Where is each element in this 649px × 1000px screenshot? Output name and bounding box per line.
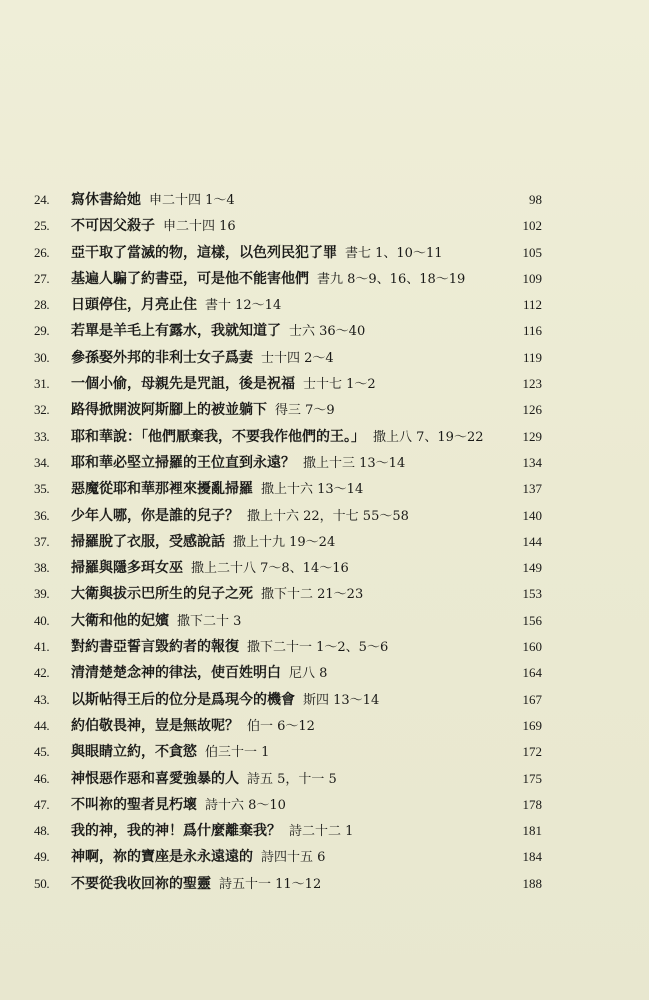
scripture-reference: 撒上十六 22，十七 55～58 [247, 508, 409, 524]
page-number: 126 [522, 402, 542, 418]
entry-title-text: 亞干取了當滅的物，這樣，以色列民犯了罪 [71, 244, 337, 261]
entry-title-text: 與眼睛立約，不貪慾 [71, 744, 197, 761]
entry-title [71, 581, 363, 608]
entry-number: 40. [34, 612, 50, 628]
entry-title [71, 266, 465, 293]
scripture-reference: 士十四 2～4 [261, 350, 334, 366]
toc-entry [34, 818, 542, 844]
entry-title-text: 對約書亞誓言毀約者的報復 [71, 639, 239, 656]
entry-number: 35. [34, 481, 50, 497]
toc-entry [34, 713, 542, 739]
page-number: 112 [522, 297, 542, 313]
page-number: 164 [522, 665, 542, 681]
page-number: 105 [522, 244, 542, 260]
scripture-reference: 書九 8～9、16、18～19 [317, 271, 466, 287]
entry-number: 43. [34, 691, 50, 707]
scripture-reference: 士十七 1～2 [303, 377, 376, 393]
page-number: 178 [522, 796, 542, 812]
entry-number: 32. [34, 402, 50, 418]
scripture-reference: 撒下二十 3 [177, 613, 242, 629]
entry-title-text: 耶和華說：「他們厭棄我，不要我作他們的王。」 [71, 428, 365, 445]
page-number: 140 [522, 507, 542, 523]
entry-title [71, 318, 365, 345]
entry-title [71, 713, 315, 740]
scripture-reference: 撒下十二 21～23 [261, 587, 364, 603]
entry-title-text: 神恨惡作惡和喜愛強暴的人 [71, 770, 239, 787]
entry-title [71, 608, 241, 635]
entry-number: 44. [34, 717, 50, 733]
entry-title-text: 參孫娶外邦的非利士女子爲妻 [71, 349, 253, 366]
entry-number: 30. [34, 349, 50, 365]
entry-title [71, 240, 443, 267]
page-number: 156 [522, 612, 542, 628]
toc-entry [34, 634, 542, 660]
entry-title [71, 555, 349, 582]
scripture-reference: 伯三十一 1 [205, 745, 270, 761]
toc-entry [34, 345, 542, 371]
entry-title [71, 529, 335, 556]
entry-title-text: 寫休書給她 [71, 192, 141, 208]
toc-entry [34, 766, 542, 792]
toc-entry [34, 213, 542, 239]
entry-title-text: 耶和華必堅立掃羅的王位直到永遠？ [71, 454, 295, 471]
toc-entry [34, 687, 542, 713]
entry-title-text: 我的神，我的神！爲什麼離棄我？ [71, 823, 281, 840]
entry-title-text: 不可因父殺子 [71, 218, 155, 235]
entry-title-text: 不叫祢的聖者見朽壞 [71, 796, 197, 813]
scripture-reference: 撒上十三 13～14 [303, 455, 406, 471]
toc-entry [34, 476, 542, 502]
entry-title-text: 少年人哪，你是誰的兒子？ [71, 507, 239, 524]
entry-title [71, 213, 236, 240]
toc-entry [34, 555, 542, 581]
toc-entry [34, 450, 542, 476]
page-number: 188 [522, 875, 542, 891]
entry-number: 38. [34, 560, 50, 576]
entry-title-text: 一個小偷，母親先是咒詛，後是祝福 [71, 376, 295, 393]
scripture-reference: 得三 7～9 [275, 403, 335, 419]
toc-entry [34, 529, 542, 555]
entry-title [71, 871, 321, 898]
page-number: 160 [522, 639, 542, 655]
entry-title [71, 818, 353, 845]
entry-number: 28. [34, 297, 50, 313]
entry-title-text: 若單是羊毛上有露水，我就知道了 [71, 323, 281, 340]
scripture-reference: 詩四十五 6 [261, 850, 326, 866]
entry-number: 34. [34, 454, 50, 470]
toc-entry [34, 292, 542, 318]
entry-title [71, 345, 334, 372]
entry-title [71, 660, 327, 687]
entry-title-text: 約伯敬畏神，豈是無故呢？ [71, 717, 239, 734]
entry-title [71, 397, 335, 424]
scripture-reference: 伯一 6～12 [247, 718, 315, 734]
scripture-reference: 詩二十二 1 [289, 824, 354, 840]
page-number: 109 [522, 270, 542, 286]
entry-title-text: 路得掀開波阿斯腳上的被並躺下 [71, 402, 267, 419]
table-of-contents [34, 187, 542, 897]
entry-title [71, 503, 409, 530]
entry-title [71, 687, 379, 714]
entry-number: 47. [34, 796, 50, 812]
entry-title-text: 大衛和他的妃嬪 [71, 612, 169, 629]
page-number: 129 [522, 428, 542, 444]
page-number: 169 [522, 717, 542, 733]
toc-entry [34, 371, 542, 397]
entry-number: 33. [34, 428, 50, 444]
entry-title-text: 清清楚楚念神的律法，使百姓明白 [71, 665, 281, 682]
entry-title [71, 424, 484, 451]
scripture-reference: 書七 1、10～11 [345, 245, 443, 261]
scripture-reference: 尼八 8 [289, 666, 328, 682]
entry-title [71, 739, 269, 766]
toc-entry [34, 503, 542, 529]
entry-title-text: 大衛與拔示巴所生的兒子之死 [71, 586, 253, 603]
toc-entry [34, 608, 542, 634]
toc-entry [34, 318, 542, 344]
entry-title [71, 476, 363, 503]
toc-entry [34, 660, 542, 686]
entry-title [71, 634, 388, 661]
scripture-reference: 撒下二十一 1～2、5～6 [247, 640, 389, 656]
page-number: 144 [522, 533, 542, 549]
entry-title-text: 以斯帖得王后的位分是爲現今的機會 [71, 691, 295, 708]
entry-title-text: 日頭停住，月亮止住 [71, 297, 197, 314]
scripture-reference: 撒上十九 19～24 [233, 534, 336, 550]
entry-number: 27. [34, 270, 50, 286]
entry-number: 41. [34, 639, 50, 655]
page-number: 149 [522, 560, 542, 576]
page-number: 153 [522, 586, 542, 602]
entry-number: 48. [34, 823, 50, 839]
entry-number: 37. [34, 533, 50, 549]
entry-number: 39. [34, 586, 50, 602]
scripture-reference: 申二十四 1～4 [149, 193, 235, 208]
entry-title [71, 766, 337, 793]
scripture-reference: 詩十六 8～10 [205, 797, 286, 813]
scripture-reference: 詩五十一 11～12 [219, 876, 322, 892]
entry-number: 29. [34, 323, 50, 339]
entry-number: 50. [34, 875, 50, 891]
scripture-reference: 撒上二十八 7～8、14～16 [191, 561, 349, 577]
scripture-reference: 士六 36～40 [289, 324, 366, 340]
page-number: 123 [522, 376, 542, 392]
page-number: 184 [522, 849, 542, 865]
toc-entry [34, 739, 542, 765]
toc-entry [34, 187, 542, 213]
page-number: 172 [522, 744, 542, 760]
entry-title [71, 371, 376, 398]
scripture-reference: 書十 12～14 [205, 298, 282, 314]
page-number: 98 [529, 192, 542, 207]
page-number: 134 [522, 454, 542, 470]
entry-number: 45. [34, 744, 50, 760]
entry-title-text: 掃羅脫了衣服，受感說話 [71, 533, 225, 550]
entry-number: 26. [34, 244, 50, 260]
entry-title-text: 神啊，祢的寶座是永永遠遠的 [71, 849, 253, 866]
entry-title [71, 792, 286, 819]
page-number: 116 [522, 323, 542, 339]
scripture-reference: 詩五 5，十一 5 [247, 771, 337, 787]
toc-entry [34, 844, 542, 870]
entry-number: 46. [34, 770, 50, 786]
page-number: 137 [522, 481, 542, 497]
page-number: 175 [522, 770, 542, 786]
toc-entry [34, 792, 542, 818]
entry-number: 49. [34, 849, 50, 865]
toc-entry [34, 424, 542, 450]
entry-title [71, 187, 235, 214]
entry-title-text: 惡魔從耶和華那裡來擾亂掃羅 [71, 481, 253, 498]
page-number: 181 [522, 823, 542, 839]
scripture-reference: 撒上八 7、19～22 [373, 429, 484, 445]
page-number: 167 [522, 691, 542, 707]
entry-number: 24. [34, 192, 50, 207]
toc-entry [34, 871, 542, 897]
page-number: 119 [522, 349, 542, 365]
page-number: 102 [522, 218, 542, 234]
entry-number: 36. [34, 507, 50, 523]
toc-entry [34, 581, 542, 607]
toc-entry [34, 397, 542, 423]
scripture-reference: 撒上十六 13～14 [261, 482, 364, 498]
entry-title [71, 292, 281, 319]
entry-title [71, 844, 325, 871]
scripture-reference: 斯四 13～14 [303, 692, 380, 708]
scripture-reference: 申二十四 16 [163, 219, 236, 235]
entry-title-text: 掃羅與隱多珥女巫 [71, 560, 183, 577]
toc-entry [34, 266, 542, 292]
entry-title-text: 基遍人騙了約書亞，可是他不能害他們 [71, 270, 309, 287]
entry-title-text: 不要從我收回祢的聖靈 [71, 875, 211, 892]
toc-entry [34, 240, 542, 266]
entry-number: 31. [34, 376, 50, 392]
entry-number: 25. [34, 218, 50, 234]
entry-title [71, 450, 405, 477]
entry-number: 42. [34, 665, 50, 681]
